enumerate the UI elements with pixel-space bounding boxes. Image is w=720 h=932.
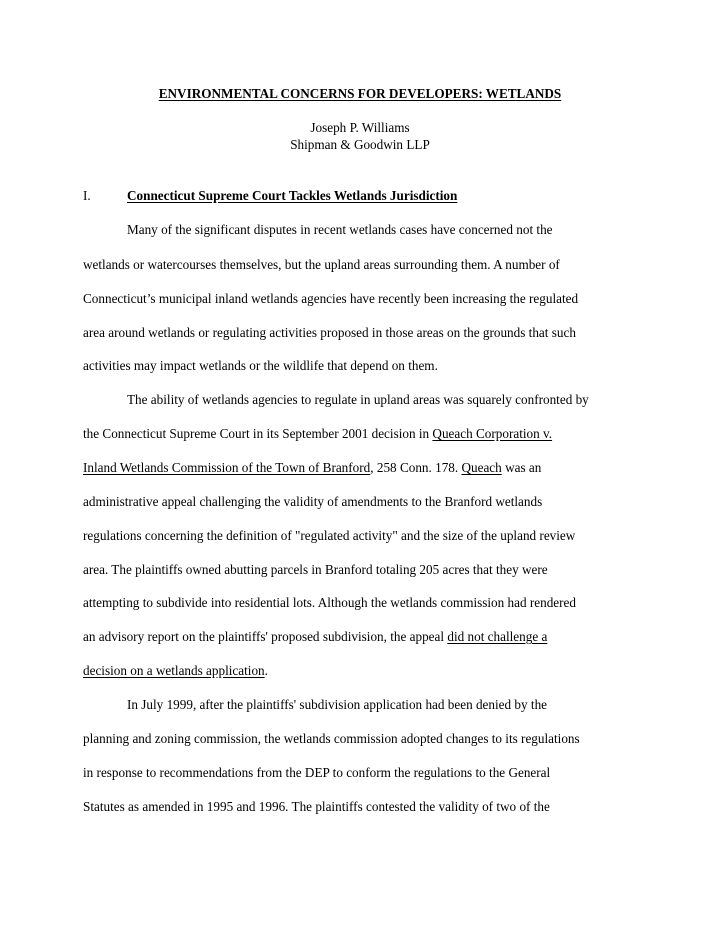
body-line: area around wetlands or regulating activities proposed in those areas on the grounds that such (83, 325, 576, 340)
case-citation: Inland Wetlands Commission of the Town of Branford (83, 460, 371, 475)
body-text: , 258 Conn. 178. (370, 460, 462, 475)
body-line: activities may impact wetlands or the wildlife that depend on them. (83, 358, 438, 373)
body-line: wetlands or watercourses themselves, but the upland areas surrounding them. A number of (83, 257, 560, 272)
case-citation: Queach Corporation v. (432, 426, 553, 441)
body-line: regulations concerning the definition of "regulated activity" and the size of the upland review (83, 528, 576, 543)
body-line: administrative appeal challenging the validity of amendments to the Branford wetlands (83, 494, 543, 509)
body-line (83, 460, 541, 476)
case-short-name: Queach (461, 460, 502, 475)
author-firm: Shipman & Goodwin LLP (290, 137, 430, 152)
body-text: the Connecticut Supreme Court in its September 2001 decision in (83, 426, 433, 441)
body-line: Connecticut’s municipal inland wetlands agencies have recently been increasing the regulated (83, 291, 579, 306)
body-line: area. The plaintiffs owned abutting parcels in Branford totaling 205 acres that they were (83, 562, 548, 577)
body-line: In July 1999, after the plaintiffs' subdivision application had been denied by the (127, 697, 548, 712)
body-line: planning and zoning commission, the wetlands commission adopted changes to its regulations (83, 731, 580, 746)
body-line: attempting to subdivide into residential lots. Although the wetlands commission had rendered (83, 595, 576, 610)
body-text: was an (501, 460, 542, 475)
body-line: in response to recommendations from the DEP to conform the regulations to the General (83, 765, 551, 780)
emphasis-text: decision on a wetlands application (83, 663, 265, 678)
body-line (83, 663, 268, 679)
emphasis-text: did not challenge a (447, 629, 548, 644)
body-line: Many of the significant disputes in recent wetlands cases have concerned not the (127, 222, 553, 237)
author-name: Joseph P. Williams (310, 120, 410, 135)
body-line: The ability of wetlands agencies to regulate in upland areas was squarely confronted by (127, 392, 589, 407)
section-number: I. (83, 188, 91, 203)
body-line (83, 629, 547, 645)
body-text: an advisory report on the plaintiffs' proposed subdivision, the appeal (83, 629, 448, 644)
section-heading: Connecticut Supreme Court Tackles Wetlands Jurisdiction (127, 188, 458, 203)
body-text: . (264, 663, 268, 678)
document-title: ENVIRONMENTAL CONCERNS FOR DEVELOPERS: WETLANDS (158, 86, 562, 101)
body-line (83, 426, 552, 442)
body-line: Statutes as amended in 1995 and 1996. The plaintiffs contested the validity of two of the (83, 799, 550, 814)
